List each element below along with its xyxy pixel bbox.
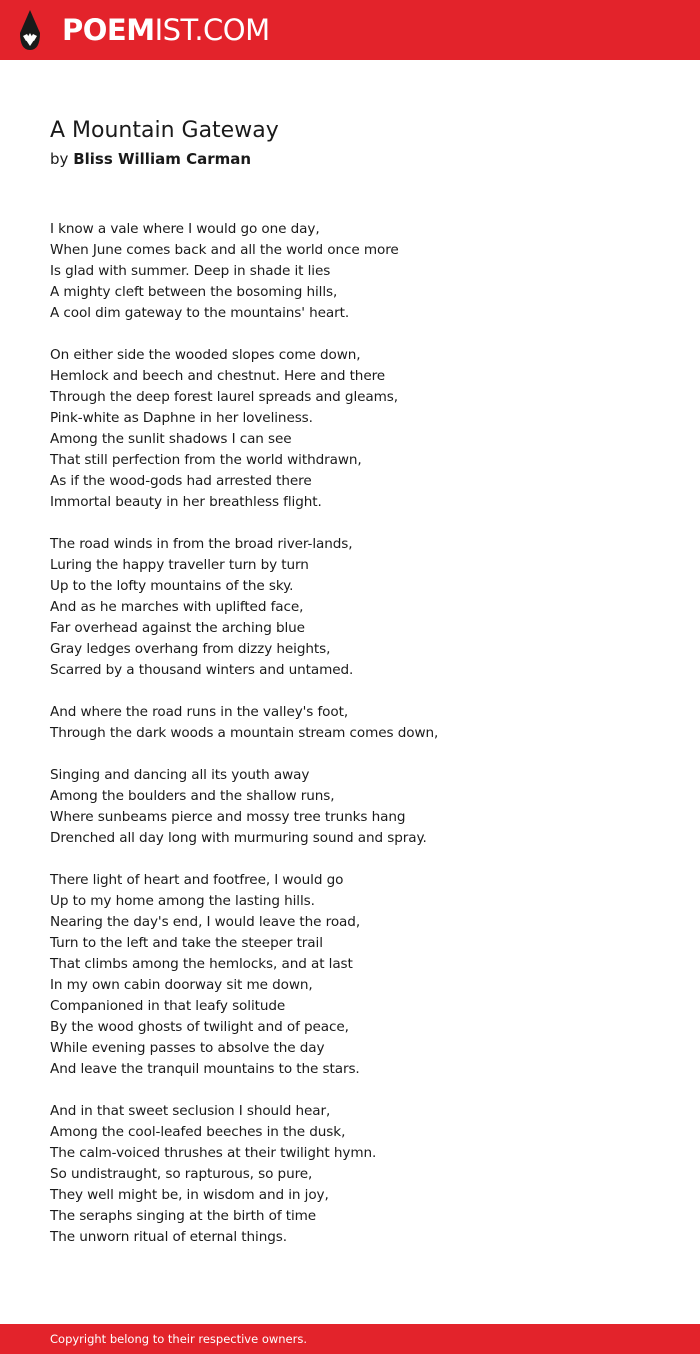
poem-line: The seraphs singing at the birth of time: [50, 1208, 317, 1224]
poem-line: Luring the happy traveller turn by turn: [50, 557, 309, 573]
poem-line: And where the road runs in the valley's foot,: [50, 704, 349, 720]
poem-line: Among the sunlit shadows I can see: [50, 431, 292, 447]
poem-line: That still perfection from the world withdrawn,: [50, 452, 362, 468]
poem-line: The road winds in from the broad river-lands,: [50, 536, 353, 552]
poem-title: A Mountain Gateway: [50, 118, 279, 143]
poem-line: Far overhead against the arching blue: [50, 620, 305, 636]
poem-stanza: [50, 702, 670, 744]
poem-line: There light of heart and footfree, I would go: [50, 872, 344, 888]
poem-line: A cool dim gateway to the mountains' heart.: [50, 305, 350, 321]
poem-line: Singing and dancing all its youth away: [50, 767, 310, 783]
poem-line: By the wood ghosts of twilight and of peace,: [50, 1019, 349, 1035]
poem-stanza: [50, 1101, 670, 1248]
poem-line: Where sunbeams pierce and mossy tree trunks hang: [50, 809, 406, 825]
poem-stanza: [50, 765, 670, 849]
poem-line: The unworn ritual of eternal things.: [50, 1229, 287, 1245]
poem-line: Drenched all day long with murmuring sound and spray.: [50, 830, 427, 846]
poem-line: Among the cool-leafed beeches in the dusk,: [50, 1124, 346, 1140]
by-label: by: [50, 150, 69, 168]
poem-line: The calm-voiced thrushes at their twilight hymn.: [50, 1145, 377, 1161]
poem-line: Among the boulders and the shallow runs,: [50, 788, 335, 804]
poem-line: And in that sweet seclusion I should hear,: [50, 1103, 331, 1119]
poem-line: Immortal beauty in her breathless flight.: [50, 494, 322, 510]
poem-line: Companioned in that leafy solitude: [50, 998, 286, 1014]
poem-line: Turn to the left and take the steeper trail: [50, 935, 323, 951]
site-header: [0, 0, 700, 60]
poem-line: I know a vale where I would go one day,: [50, 221, 320, 237]
poem-byline: [50, 148, 251, 170]
poem-line: While evening passes to absolve the day: [50, 1040, 325, 1056]
poem-line: Nearing the day's end, I would leave the road,: [50, 914, 361, 930]
logo-text-light: IST.COM: [154, 13, 270, 47]
copyright-notice: Copyright belong to their respective owners.: [50, 1332, 308, 1346]
poem-line: Pink-white as Daphne in her loveliness.: [50, 410, 313, 426]
poem-stanza: [50, 345, 670, 513]
poem-line: As if the wood-gods had arrested there: [50, 473, 312, 489]
poem-line: On either side the wooded slopes come down,: [50, 347, 361, 363]
poem-body: [50, 219, 670, 1269]
poem-line: Up to my home among the lasting hills.: [50, 893, 315, 909]
poem-line: They well might be, in wisdom and in joy,: [50, 1187, 329, 1203]
poem-stanza: [50, 534, 670, 681]
poem-line: And as he marches with uplifted face,: [50, 599, 304, 615]
poem-line: Through the deep forest laurel spreads and gleams,: [50, 389, 398, 405]
logo-text-bold: POEM: [62, 13, 155, 47]
poem-line: A mighty cleft between the bosoming hills,: [50, 284, 338, 300]
poem-line: Is glad with summer. Deep in shade it lies: [50, 263, 331, 279]
poem-stanza: [50, 219, 670, 324]
poem-line: When June comes back and all the world once more: [50, 242, 399, 258]
poem-line: That climbs among the hemlocks, and at last: [50, 956, 353, 972]
site-logo[interactable]: [62, 12, 270, 48]
site-footer: [0, 1324, 700, 1354]
poem-line: So undistraught, so rapturous, so pure,: [50, 1166, 313, 1182]
poem-line: Hemlock and beech and chestnut. Here and there: [50, 368, 386, 384]
poem-line: Up to the lofty mountains of the sky.: [50, 578, 294, 594]
poem-line: And leave the tranquil mountains to the stars.: [50, 1061, 360, 1077]
poem-line: Scarred by a thousand winters and untamed.: [50, 662, 354, 678]
poem-line: Through the dark woods a mountain stream comes down,: [50, 725, 439, 741]
poem-author: Bliss William Carman: [73, 150, 252, 168]
poem-stanza: [50, 870, 670, 1080]
poem-line: In my own cabin doorway sit me down,: [50, 977, 313, 993]
pencil-tip-icon[interactable]: [18, 9, 42, 51]
poem-line: Gray ledges overhang from dizzy heights,: [50, 641, 331, 657]
